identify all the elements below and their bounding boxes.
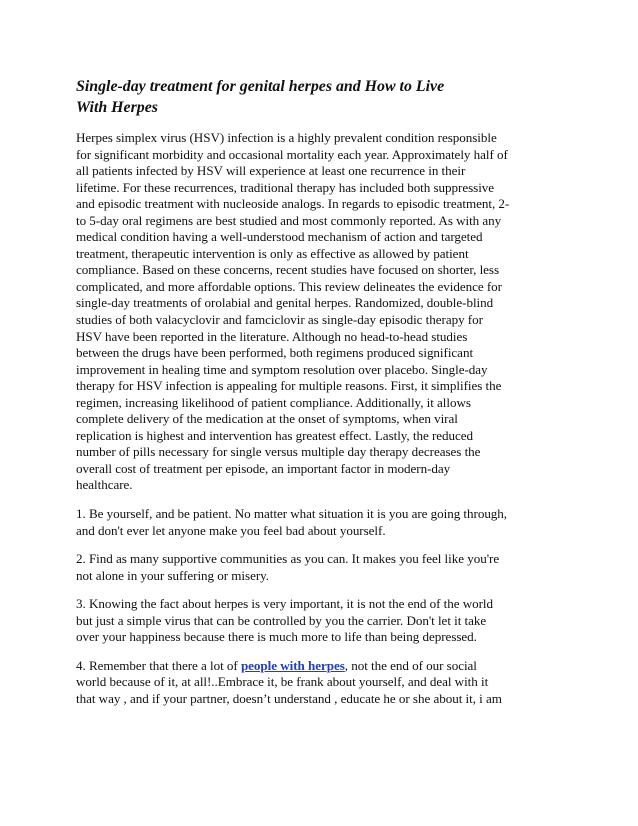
tip-3-line: over your happiness because there is much more to life than being depressed. (76, 629, 477, 645)
tip-3-line: but just a simple virus that can be controlled by you the carrier. Don't let it take (76, 612, 487, 628)
tip-2-line: not alone in your suffering or misery. (76, 567, 270, 583)
intro-line: HSV have been reported in the literature. Although no head-to-head studies (76, 328, 468, 344)
intro-line: medical condition having a well-understood mechanism of action and targeted (76, 229, 483, 245)
tip-1-paragraph (76, 506, 568, 539)
title-line: With Herpes (76, 99, 158, 116)
intro-line: number of pills necessary for single versus multiple day therapy decreases the (76, 444, 481, 460)
intro-line: replication is highest and intervention has greatest effect. Lastly, the reduced (76, 427, 474, 443)
tip-4-line (76, 658, 568, 675)
intro-line: studies of both valacyclovir and famciclovir as single-day episodic therapy for (76, 312, 483, 328)
intro-line: treatment, therapeutic intervention is only as effective as allowed by patient (76, 245, 469, 261)
tip-3-paragraph (76, 596, 568, 646)
intro-line: all patients infected by HSV will experience at least one recurrence in their (76, 163, 466, 179)
intro-line: compliance. Based on these concerns, recent studies have focused on shorter, less (76, 262, 500, 278)
intro-line: lifetime. For these recurrences, traditional therapy has included both suppressive (76, 179, 495, 195)
intro-line: Herpes simplex virus (HSV) infection is a highly prevalent condition responsible (76, 130, 497, 145)
intro-line: therapy for HSV infection is appealing for multiple reasons. First, it simplifies the (76, 378, 502, 394)
tip-1-line: 1. Be yourself, and be patient. No matter what situation it is you are going through, (76, 506, 508, 522)
people-with-herpes-link[interactable]: people with herpes (240, 657, 345, 673)
intro-line: complete delivery of the medication at the onset of symptoms, when viral (76, 411, 458, 427)
intro-line: between the drugs have been performed, both regimens produced significant (76, 345, 474, 361)
intro-line: single-day treatments of orolabial and genital herpes. Randomized, double-blind (76, 295, 494, 311)
document-title (76, 76, 568, 118)
intro-line: and episodic treatment with nucleoside analogs. In regards to episodic treatment, 2- (76, 196, 510, 212)
intro-line: for significant morbidity and occasional mortality each year. Approximately half of (76, 146, 508, 162)
tip-4-text-after-link: , not the end of our social (344, 657, 477, 673)
tip-2-line: 2. Find as many supportive communities as you can. It makes you feel like you're (76, 551, 500, 567)
intro-line: healthcare. (76, 477, 133, 493)
document-page (76, 76, 568, 720)
tip-4-text-before-link: 4. Remember that there a lot of (76, 657, 241, 673)
tip-4-line: world because of it, at all!..Embrace it, be frank about yourself, and deal with it (76, 674, 489, 690)
intro-line: to 5-day oral regimens are best studied and most commonly reported. As with any (76, 212, 502, 228)
tip-1-line: and don't ever let anyone make you feel bad about yourself. (76, 522, 386, 538)
tip-4-paragraph (76, 658, 568, 708)
intro-line: complicated, and more affordable options. This review delineates the evidence for (76, 278, 502, 294)
intro-line: overall cost of treatment per episode, an important factor in modern-day (76, 460, 451, 476)
tip-4-line: that way , and if your partner, doesn’t understand , educate he or she about it, i am (76, 690, 502, 706)
intro-line: improvement in healing time and symptom resolution over placebo. Single-day (76, 361, 488, 377)
intro-line: regimen, increasing likelihood of patient compliance. Additionally, it allows (76, 394, 471, 410)
tip-2-paragraph (76, 551, 568, 584)
tip-3-line: 3. Knowing the fact about herpes is very important, it is not the end of the world (76, 596, 493, 612)
title-line: Single-day treatment for genital herpes and How to Live (76, 78, 445, 95)
intro-paragraph (76, 130, 568, 494)
